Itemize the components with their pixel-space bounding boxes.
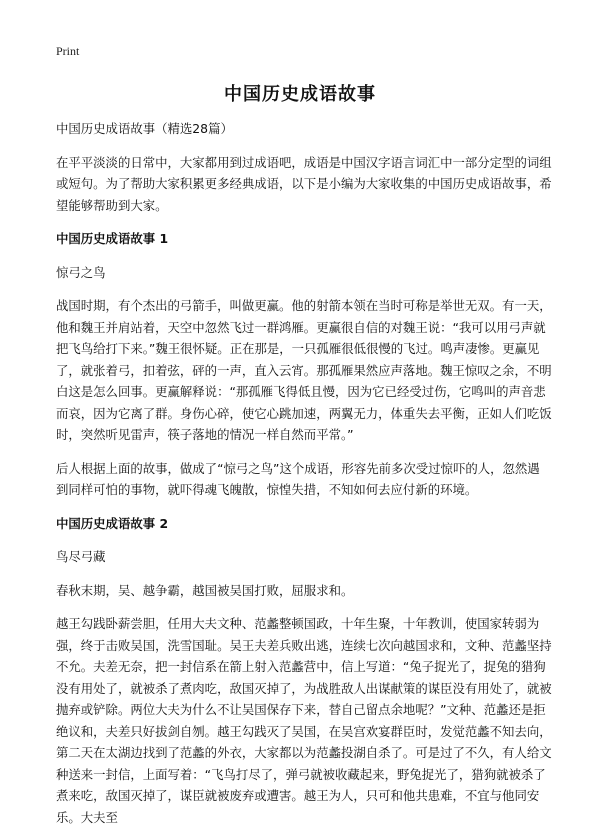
print-label: Print xyxy=(56,44,80,58)
page-title: 中国历史成语故事 xyxy=(224,84,376,105)
spacer xyxy=(56,446,552,458)
spacer xyxy=(56,216,552,228)
intro-paragraph: 在平平淡淡的日常中，大家都用到过成语吧，成语是中国汉字语言词汇中一部分定型的词组或短句。为了帮助大家积累更多经典成语，以下是小编为大家收集的中国历史成语故事，希望能够帮助到大家。 xyxy=(56,154,552,213)
spacer xyxy=(56,501,552,513)
document-body xyxy=(56,118,552,828)
story-2-paragraph-1: 春秋末期，吴、越争霸，越国被吴国打败，屈服求和。 xyxy=(56,582,354,598)
story-1-paragraph-2: 后人根据上面的故事，做成了“惊弓之鸟”这个成语，形容先前多次受过惊吓的人，忽然遇到同样可怕的事物，就吓得魂飞魄散，惊惶失措，不知如何去应付新的环境。 xyxy=(56,460,540,497)
story-1-idiom: 惊弓之鸟 xyxy=(56,264,106,280)
spacer xyxy=(56,568,552,580)
story-2-idiom: 鸟尽弓藏 xyxy=(56,549,106,564)
spacer xyxy=(56,283,552,295)
story-1-paragraph-1: 战国时期，有个杰出的弓箭手，叫做更赢。他的射箭本领在当时可称是举世无双。有一天，他和魏王并肩站着，天空中忽然飞过一群鸿雁。更赢很自信的对魏王说：“我可以用弓声就把飞鸟给打下来。”魏王很怀疑。正在那是，一只孤雁很低很慢的飞过。鸣声凄惨。更赢见了，就张着弓，扣着弦，砰的一声，直入云宵。那孤雁果然应声落地。魏王惊叹之余，不明白这是怎么回事。更赢解释说：“那孤雁飞得低且慢，因为它已经受过伤，它鸣叫的声音悲而哀，因为它离了群。身伤心碎，使它心跳加速，两翼无力，体重失去平衡，正如人们吃饭时，突然听见雷声，筷子落地的情况一样自然而平常。” xyxy=(56,298,552,442)
spacer xyxy=(56,601,552,613)
spacer xyxy=(56,534,552,546)
story-2-paragraph-2: 越王勾践卧薪尝胆，任用大夫文种、范蠡整顿国政，十年生聚，十年教训，使国家转弱为强，终于击败吴国，洗雪国耻。吴王夫差兵败出逃，连续七次向越国求和，文种、范蠡坚持不允。夫差无奈，把一封信系在箭上射入范蠡营中，信上写道：“兔子捉光了，捉兔的猎狗没有用处了，就被杀了煮肉吃，敌国灭掉了，为战胜敌人出谋献策的谋臣没有用处了，就被抛弃或铲除。两位大夫为什么不让吴国保存下来，替自己留点余地呢？”文种、范蠡还是拒绝议和，夫差只好拔剑自刎。越王勾践灭了吴国，在吴宫欢宴群臣时，发觉范蠡不知去向，第二天在太湖边找到了范蠡的外衣，大家都以为范蠡投湖自杀了。可是过了不久，有人给文种送来一封信，上面写着：“飞鸟打尽了，弹弓就被收藏起来，野兔捉光了，猎狗就被杀了煮来吃，敌国灭掉了，谋臣就被废弃或遭害。越王为人，只可和他共患难，不宜与他同安乐。大夫至 xyxy=(56,616,552,825)
subtitle: 中国历史成语故事（精选28篇） xyxy=(56,121,233,136)
story-1-heading: 中国历史成语故事 1 xyxy=(56,231,169,246)
spacer xyxy=(56,140,552,152)
spacer xyxy=(56,250,552,262)
story-2-heading: 中国历史成语故事 2 xyxy=(56,515,169,531)
